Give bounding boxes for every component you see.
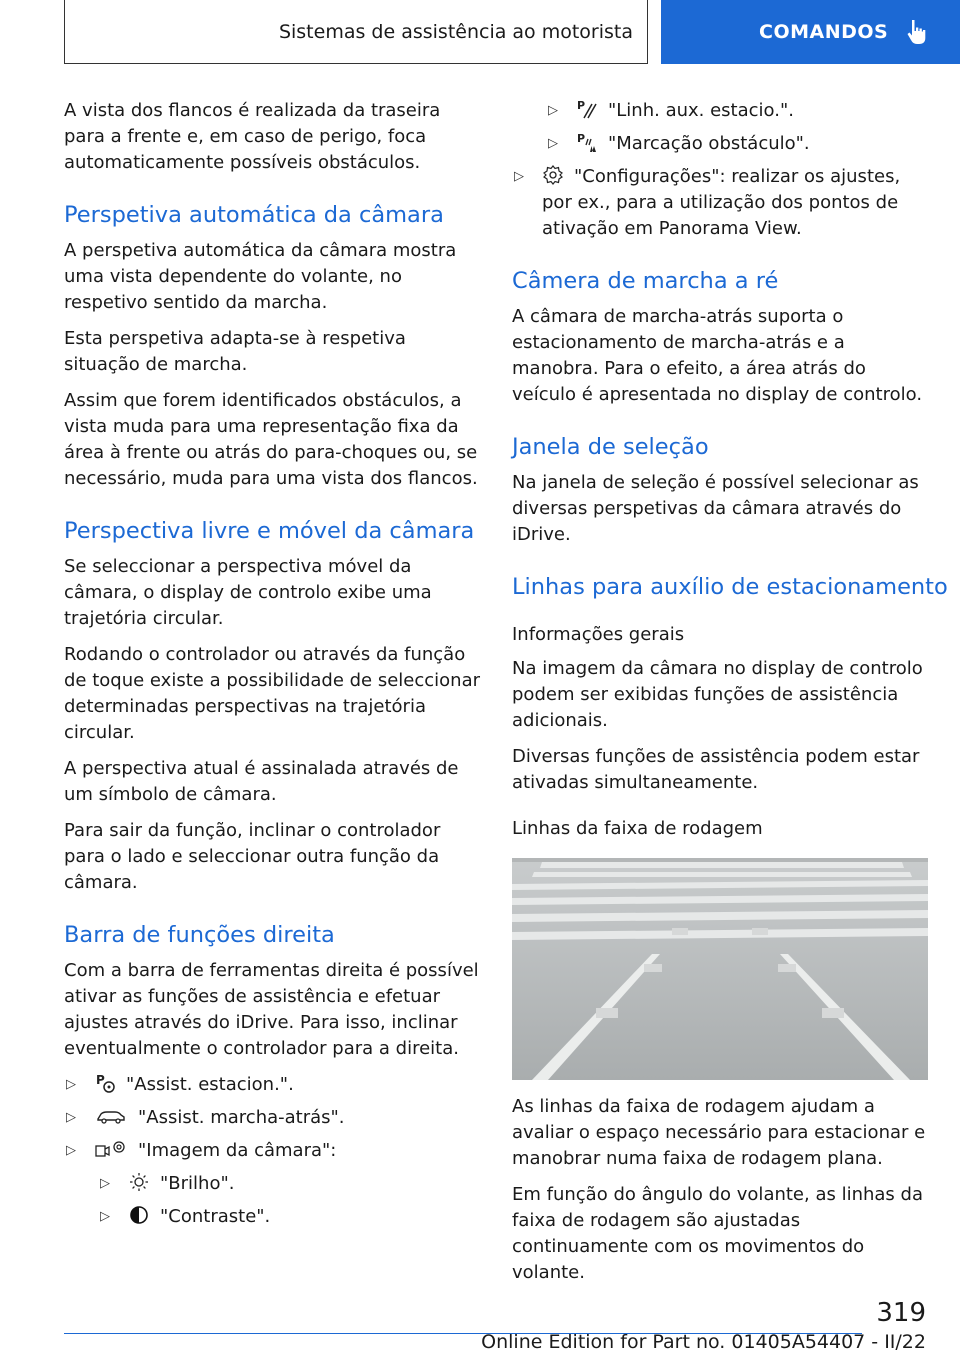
item-label: "Brilho". — [160, 1173, 235, 1194]
list-item — [512, 131, 928, 157]
bullet-arrow-icon: ▷ — [548, 136, 558, 151]
paragraph: Na imagem da câmara no display de controlo podem ser exibidas funções de assistência adicionais. — [512, 658, 923, 731]
left-column — [64, 98, 480, 1237]
settings-gear-icon — [542, 164, 564, 186]
bullet-arrow-icon: ▷ — [100, 1176, 110, 1191]
paragraph: Para sair da função, inclinar o controlador para o lado e seleccionar outra função da câmara. — [64, 820, 441, 893]
paragraph: Com a barra de ferramentas direita é possível ativar as funções de assistência e efetuar ajustes através do iDrive. Para isso, inclinar eventualmente o controlador para a direita. — [64, 960, 479, 1059]
paragraph: Esta perspetiva adapta-se à respetiva situação de marcha. — [64, 328, 406, 375]
list-item — [64, 1204, 480, 1230]
item-label: "Marcação obstáculo". — [608, 133, 810, 154]
parking-lines-icon — [576, 98, 598, 120]
list-item — [512, 98, 928, 124]
item-label: "Imagem da câmara": — [138, 1140, 337, 1161]
header-chapter-tab[interactable] — [661, 0, 960, 64]
heading-rear-camera: Câmera de marcha a ré — [512, 268, 779, 294]
paragraph: As linhas da faixa de rodagem ajudam a avaliar o espaço necessário para estacionar e manobrar numa faixa de rodagem plana. — [512, 1096, 926, 1169]
camera-settings-icon — [94, 1138, 128, 1160]
right-column — [512, 98, 948, 1296]
svg-text:P: P — [96, 1073, 105, 1087]
item-label: "Contraste". — [160, 1206, 271, 1227]
paragraph: Em função do ângulo do volante, as linhas da faixa de rodagem são ajustadas continuamente com os movimentos do volante. — [512, 1184, 923, 1283]
paragraph: Se seleccionar a perspectiva móvel da câmara, o display de controlo exibe uma trajetória circular. — [64, 556, 432, 629]
bullet-arrow-icon: ▷ — [66, 1077, 76, 1092]
bullet-arrow-icon: ▷ — [66, 1143, 76, 1158]
heading-auto-perspective: Perspetiva automática da câmara — [64, 202, 444, 228]
heading-free-perspective: Perspectiva livre e móvel da câmara — [64, 518, 475, 544]
paragraph: A câmara de marcha-atrás suporta o estacionamento de marcha-atrás e a manobra. Para o efeito, a área atrás do veículo é apresentada no display de controlo. — [512, 306, 923, 405]
svg-text:P: P — [577, 132, 586, 145]
heading-selection-window: Janela de seleção — [512, 434, 709, 460]
heading-right-function-bar: Barra de funções direita — [64, 922, 335, 948]
obstacle-marking-icon — [576, 131, 598, 153]
item-label: "Linh. aux. estacio.". — [608, 100, 794, 121]
bullet-arrow-icon: ▷ — [548, 103, 558, 118]
list-item — [64, 1105, 480, 1131]
paragraph: Rodando o controlador ou através da função de toque existe a possibilidade de seleccionar determinadas perspectivas na trajetória circular. — [64, 644, 481, 743]
brightness-icon — [128, 1171, 150, 1193]
heading-parking-lines: Linhas para auxílio de estacionamento — [512, 574, 948, 600]
function-bar-list-continued — [512, 98, 928, 242]
page-number: 319 — [876, 1298, 926, 1328]
subheading-general-info: Informações gerais — [512, 624, 685, 645]
paragraph: A perspectiva atual é assinalada através de um símbolo de câmara. — [64, 758, 459, 805]
bullet-arrow-icon: ▷ — [514, 169, 524, 184]
function-bar-list — [64, 1072, 480, 1230]
intro-paragraph: A vista dos flancos é realizada da traseira para a frente e, em caso de perigo, foca automaticamente possíveis obstáculos. — [64, 100, 441, 173]
reverse-assist-icon — [94, 1105, 128, 1127]
paragraph: Assim que forem identificados obstáculos, a vista muda para uma representação fixa da área à frente ou atrás do para-choques ou, se necessário, muda para uma vista dos flancos. — [64, 390, 478, 489]
bullet-arrow-icon: ▷ — [66, 1110, 76, 1125]
pointing-hand-icon — [906, 18, 930, 46]
list-item — [512, 164, 928, 242]
header-section-title — [64, 0, 648, 64]
item-label: "Configurações": realizar os ajustes, por ex., para a utilização dos pontos de ativação em Panorama View. — [542, 166, 901, 239]
paragraph: Na janela de seleção é possível selecionar as diversas perspetivas da câmara através do iDrive. — [512, 472, 919, 545]
footer-edition: Online Edition for Part no. 01405A54407 - II/22 — [481, 1331, 926, 1353]
list-item — [64, 1072, 480, 1098]
paragraph: Diversas funções de assistência podem estar ativadas simultaneamente. — [512, 746, 920, 793]
park-assist-icon — [94, 1072, 116, 1094]
list-item — [64, 1138, 480, 1164]
list-item — [64, 1171, 480, 1197]
contrast-icon — [128, 1204, 150, 1226]
subheading-lane-lines: Linhas da faixa de rodagem — [512, 818, 763, 839]
chapter-title: COMANDOS — [759, 21, 889, 43]
paragraph: A perspetiva automática da câmara mostra uma vista dependente do volante, no respetivo sentido da marcha. — [64, 240, 457, 313]
item-label: "Assist. estacion.". — [126, 1074, 294, 1095]
lane-lines-camera-image — [512, 858, 928, 1080]
svg-text:P: P — [577, 99, 586, 112]
item-label: "Assist. marcha-atrás". — [138, 1107, 345, 1128]
section-title: Sistemas de assistência ao motorista — [278, 20, 633, 43]
bullet-arrow-icon: ▷ — [100, 1209, 110, 1224]
